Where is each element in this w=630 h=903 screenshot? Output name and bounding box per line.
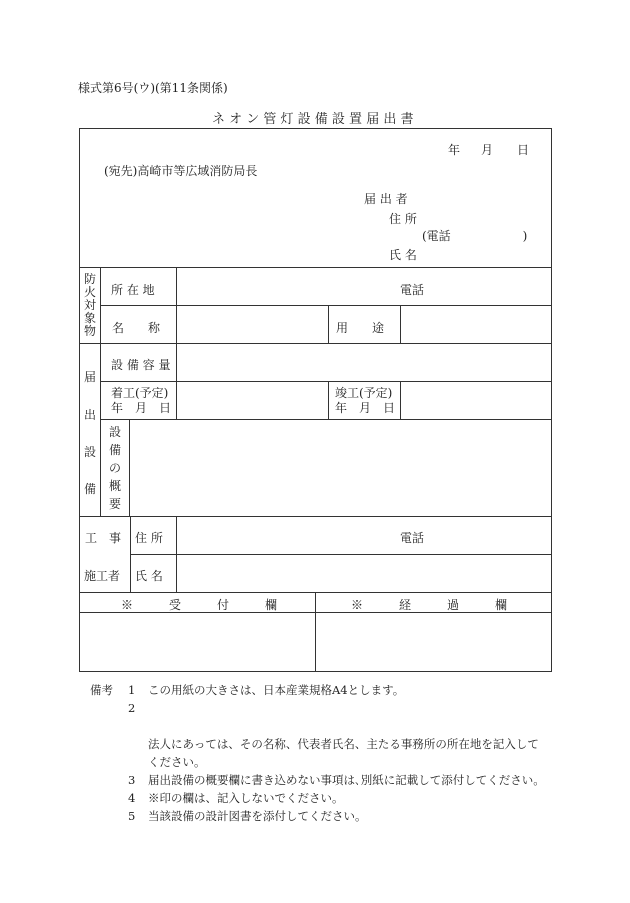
notifier-name-label: 氏 名 <box>389 248 417 262</box>
equipment-group-char-3: 設 <box>84 445 97 459</box>
equipment-group-char-1: 届 <box>84 370 97 384</box>
start-date-label-line2: 年 月 日 <box>111 401 172 415</box>
contractor-label-bottom: 施工者 <box>84 569 121 583</box>
start-date-label-line1: 着工(予定) <box>111 386 169 400</box>
notifier-label: 届 出 者 <box>364 192 408 206</box>
notifier-address-label: 住 所 <box>389 212 417 226</box>
equipment-group-char-4: 備 <box>84 482 97 496</box>
location-phone-label: 電話 <box>400 283 425 297</box>
addressee: (宛先)高崎市等広域消防局長 <box>104 164 258 178</box>
contractor-address-label: 住 所 <box>135 531 163 545</box>
location-label: 所 在 地 <box>111 283 155 297</box>
note-item: 備考 1 この用紙の大きさは、日本産業規格A4とします。 <box>90 683 405 697</box>
target-use-label: 用 途 <box>336 321 385 335</box>
contractor-phone-label: 電話 <box>400 531 425 545</box>
date-month-label: 月 <box>481 143 494 157</box>
date-day-label: 日 <box>517 143 530 157</box>
capacity-label: 設 備 容 量 <box>111 358 171 372</box>
reception-label: ※ 受 付 欄 <box>121 598 278 612</box>
note-item: 2 法人にあっては、その名称、代表者氏名、主たる事務所の所在地を記入して ください。 <box>128 701 539 769</box>
note-item: 5 当該設備の設計図書を添付してください。 <box>128 809 367 823</box>
equipment-group-char-2: 出 <box>84 408 97 422</box>
target-name-label: 名 称 <box>112 321 161 335</box>
notifier-phone-label: (電話 ) <box>422 229 528 243</box>
progress-label: ※ 経 過 欄 <box>351 598 508 612</box>
end-date-label-line2: 年 月 日 <box>335 401 396 415</box>
contractor-label-top: 工 事 <box>85 531 122 545</box>
page-title: ネ オ ン 管 灯 設 備 設 置 届 出 書 <box>212 112 414 127</box>
note-item: 3 届出設備の概要欄に書き込めない事項は､別紙に記載して添付してください。 <box>128 773 545 787</box>
overview-label: 設 備 の 概 要 <box>108 425 121 511</box>
note-item: 4 ※印の欄は、記入しないでください。 <box>128 791 344 805</box>
notes-prefix: 備考 <box>90 683 113 697</box>
date-year-label: 年 <box>448 143 461 157</box>
fire-target-group-label: 防 火 対 象 物 <box>83 272 96 338</box>
end-date-label-line1: 竣工(予定) <box>335 386 393 400</box>
contractor-name-label: 氏 名 <box>135 569 163 583</box>
notes <box>90 681 560 825</box>
form-number: 様式第6号(ウ)(第11条関係) <box>78 81 228 95</box>
